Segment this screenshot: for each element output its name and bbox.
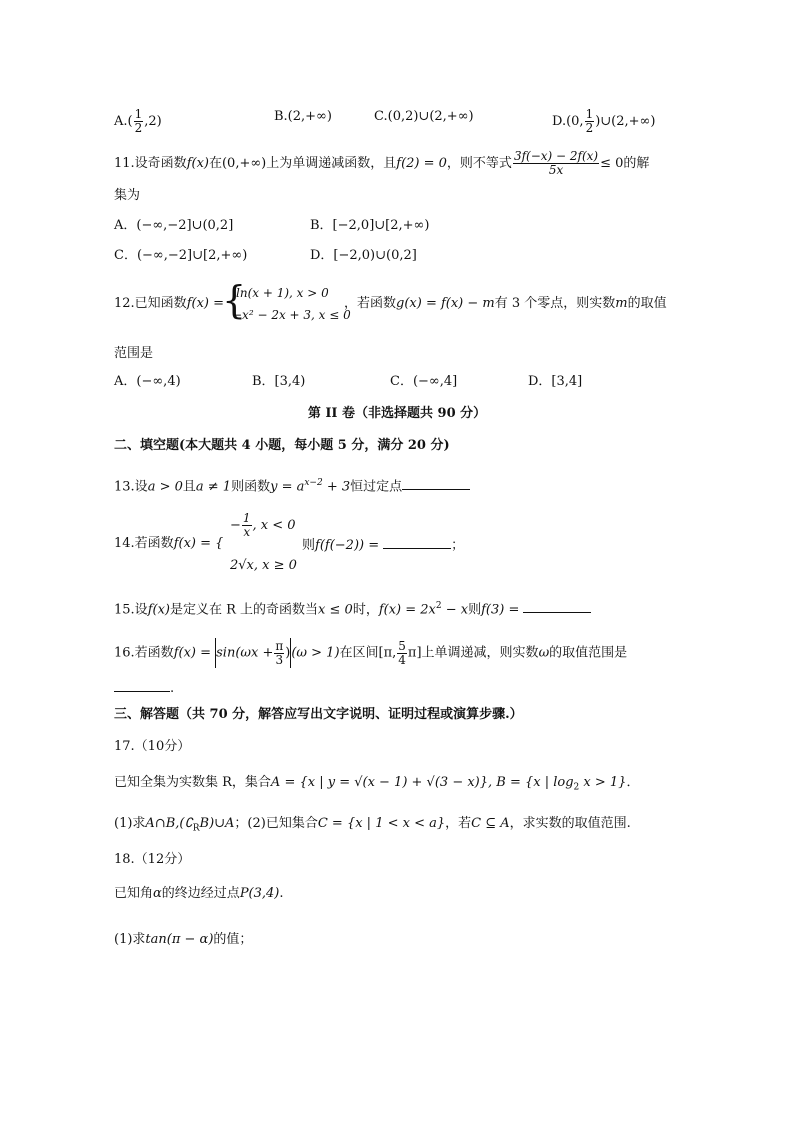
q13: 13.设a > 0且a ≠ 1则函数$y = a^{x-2} + 3$恒过定点 bbox=[114, 474, 470, 496]
q18-line-1: 已知角α的终边经过点P(3,4). bbox=[114, 886, 284, 901]
q16: 16.若函数f(x) = sin(ωx + $\frac{\pi}{3}$ )(ω > 1)在区间[π, $\frac{5}{4}$ π]上单调递减，则实数ω的取值范围是 bbox=[114, 638, 628, 667]
q17-head: 17.（10分） bbox=[114, 739, 191, 754]
answer-heading: 三、解答题（共 70 分，解答应写出文字说明、证明过程或演算步骤.） bbox=[114, 707, 523, 722]
answer-blank bbox=[523, 599, 591, 613]
q12-stem-end: ，若函数g(x) = f(x) − m有 3 个零点，则实数m的取值 bbox=[344, 296, 667, 311]
q10-option-d: D.(0, $\frac{1}{2}$ )∪(2,+∞) bbox=[552, 107, 656, 135]
fill-in-heading: 二、填空题(本大题共 4 小题，每小题 5 分，满分 20 分) bbox=[114, 438, 450, 453]
q18-head: 18.（12分） bbox=[114, 852, 191, 867]
inequality-fraction: $\frac{3f(-x) - 2f(x)}{5x}$ bbox=[513, 149, 599, 177]
fraction: $\frac{1}{2}$ bbox=[134, 107, 143, 135]
answer-blank bbox=[402, 476, 470, 490]
q12-option-b: B．[3,4) bbox=[252, 374, 306, 389]
q11-stem-cont: 集为 bbox=[114, 188, 141, 203]
fraction: $\frac{5}{4}$ bbox=[398, 638, 406, 667]
q11-option-d: D．[−2,0)∪(0,2] bbox=[310, 248, 417, 263]
fraction: $\frac{1}{x}$ bbox=[242, 511, 251, 539]
q10-option-b: B.(2,+∞) bbox=[274, 109, 332, 124]
q11-option-c: C．(−∞,−2]∪[2,+∞) bbox=[114, 248, 248, 263]
q11-stem: 11.设奇函数f(x)在(0,+∞)上为单调递减函数，且f(2) = 0，则不等式 $\frac{3f(-x) - 2f(x)}{5x}$ ≤ 0的解 bbox=[114, 149, 650, 177]
answer-blank bbox=[114, 678, 170, 692]
q17-line-1: 已知全集为实数集 R，集合A = {x | y = √(x − 1) + √(3 − x)}, B = {x | $\log_2 x > 1$}． bbox=[114, 775, 640, 793]
answer-blank bbox=[383, 535, 451, 549]
q17-line-2: (1)求$A\cap B,(∁_RB)\cup A$；(2)已知集合C = {x | 1 < x < a}，若C ⊆ A，求实数的取值范围. bbox=[114, 816, 631, 834]
q14-stem-end: 则f(f(−2)) = ； bbox=[302, 535, 464, 555]
q12-case-1: ln(x + 1), x > 0 bbox=[236, 286, 329, 300]
fraction: $\frac{1}{2}$ bbox=[585, 107, 594, 135]
q14-case-2: 2√x, x ≥ 0 bbox=[230, 558, 297, 573]
q11-option-a: A．(−∞,−2]∪(0,2] bbox=[114, 218, 234, 233]
q12-option-a: A．(−∞,4) bbox=[114, 374, 181, 389]
q15: 15.设f(x)是定义在 R 上的奇函数当x ≤ 0时，$f(x) = 2x^2 - x$则f(3) = bbox=[114, 597, 591, 619]
q16-answer-line: . bbox=[114, 678, 174, 698]
section-title: 第 II 卷（非选择题共 90 分） bbox=[307, 406, 487, 421]
q11-option-b: B．[−2,0]∪[2,+∞) bbox=[310, 218, 430, 233]
q12-option-c: C．(−∞,4] bbox=[390, 374, 458, 389]
q12-stem-cont: 范围是 bbox=[114, 346, 154, 361]
piecewise-brace: { bbox=[222, 278, 247, 322]
q12-option-d: D．[3,4] bbox=[528, 374, 583, 389]
fraction: $\frac{\pi}{3}$ bbox=[275, 638, 284, 667]
q14-stem-start: 14.若函数f(x) = { bbox=[114, 536, 224, 551]
q10-option-a: A.( $\frac{1}{2}$ ,2) bbox=[114, 107, 162, 135]
q18-line-2: (1)求tan(π − α)的值； bbox=[114, 932, 253, 947]
q12-stem-start: 12.已知函数f(x) = bbox=[114, 296, 224, 311]
q10-option-c: C.(0,2)∪(2,+∞) bbox=[374, 109, 474, 124]
q14-case-1: − $\frac{1}{x}$ , x < 0 bbox=[230, 511, 296, 539]
q12-case-2: −x² − 2x + 3, x ≤ 0 bbox=[232, 308, 351, 322]
